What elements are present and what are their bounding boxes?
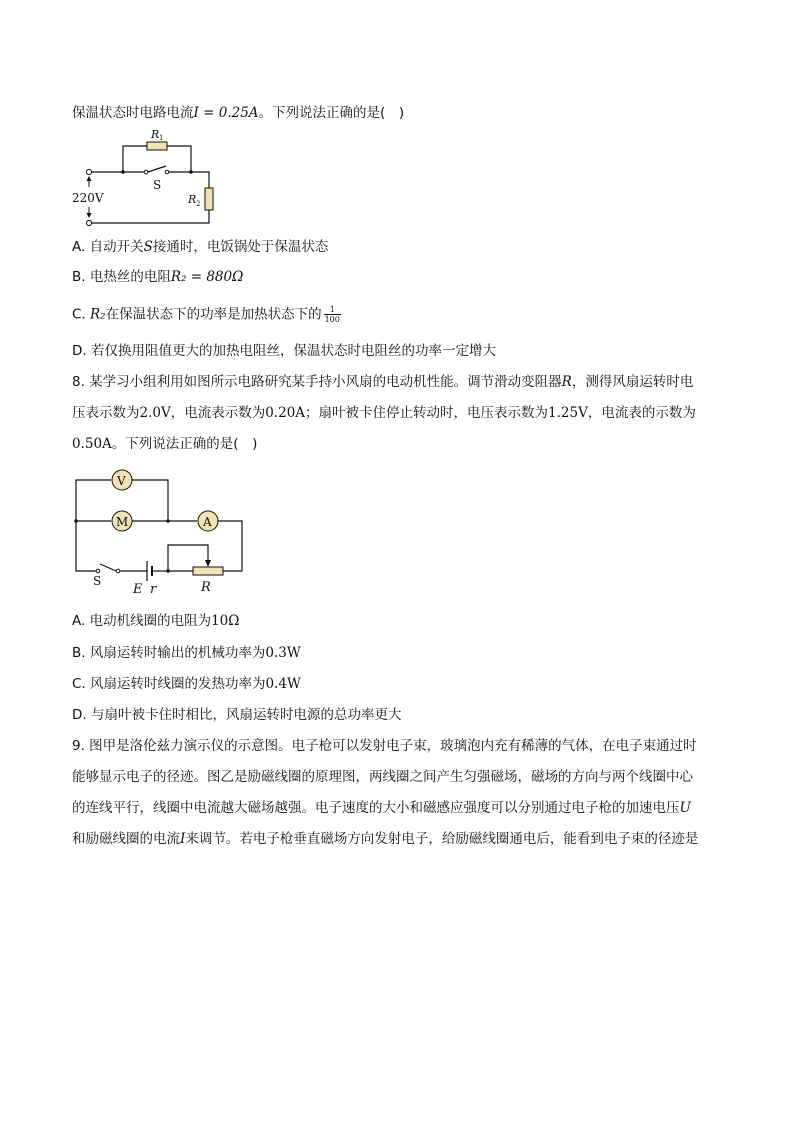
ammeter-label: A	[203, 515, 212, 529]
voltmeter-label: V	[117, 474, 126, 488]
internal-resistance-label: r	[150, 582, 157, 597]
rheostat-label: R	[201, 580, 211, 595]
resistor-r1	[147, 142, 167, 150]
q9-stem-line-4: 和励磁线圈的电流I来调节。若电子枪垂直磁场方向发射电子，给励磁线圈通电后，能看到电子束的径迹是	[72, 831, 699, 847]
resistor-r2	[205, 188, 213, 210]
q9-stem-line-2: 能够显示电子的径迹。图乙是励磁线圈的原理图，两线圈之间产生匀强磁场，磁场的方向与两个线圈中心	[72, 769, 693, 785]
q8-option-b: B. 风扇运转时输出的机械功率为0.3W	[72, 645, 301, 661]
fraction-one-hundredth: $\frac{1}{100}$	[324, 305, 340, 324]
q7-option-d: D. 若仅换用阻值更大的加热电阻丝，保温状态时电阻丝的功率一定增大	[72, 343, 496, 359]
rheostat-r	[193, 567, 223, 575]
q8-circuit-diagram	[70, 467, 250, 597]
q8-option-c: C. 风扇运转时线圈的发热功率为0.4W	[72, 676, 301, 692]
q8-stem-line-3: 0.50A。下列说法正确的是( )	[72, 436, 258, 452]
r2-label: R	[188, 193, 197, 206]
r1-subscript: 1	[159, 134, 164, 142]
q8-option-d: D. 与扇叶被卡住时相比，风扇运转时电源的总功率更大	[72, 707, 402, 723]
q7-stem: 保温状态时电路电流I = 0.25A。下列说法正确的是( )	[72, 105, 405, 121]
switch-label: S	[153, 178, 162, 192]
switch-s	[100, 564, 116, 571]
q8-stem-line-1: 8. 某学习小组利用如图所示电路研究某手持小风扇的电动机性能。调节滑动变阻器R，测得风扇运转时电	[72, 374, 694, 390]
q8-stem-line-2: 压表示数为2.0V，电流表示数为0.20A；扇叶被卡住停止转动时，电压表示数为1.25V，电流表的示数为	[72, 405, 696, 421]
switch-s	[148, 166, 166, 172]
r2-subscript: 2	[196, 200, 201, 208]
q8-option-a: A. 电动机线圈的电阻为10Ω	[72, 613, 240, 629]
q7-option-a: A. 自动开关S接通时，电饭锅处于保温状态	[72, 239, 329, 255]
q7-option-b: B. 电热丝的电阻R₂ = 880Ω	[72, 269, 244, 285]
voltage-label: 220V	[72, 191, 104, 205]
emf-label: E	[133, 582, 143, 597]
q7-option-c: C. R₂在保温状态下的功率是加热状态下的 $\frac{1}{100}$	[72, 305, 340, 324]
motor-label: M	[116, 515, 129, 529]
switch-label: S	[93, 574, 102, 588]
q9-stem-line-3: 的连线平行，线圈中电流越大磁场越强。电子速度的大小和磁感应强度可以分别通过电子枪的加速电压U	[72, 800, 691, 816]
q7-circuit-diagram	[70, 126, 230, 232]
q9-stem-line-1: 9. 图甲是洛伦兹力演示仪的示意图。电子枪可以发射电子束，玻璃泡内充有稀薄的气体，在电子束通过时	[72, 738, 697, 754]
r1-label: R	[151, 128, 160, 141]
